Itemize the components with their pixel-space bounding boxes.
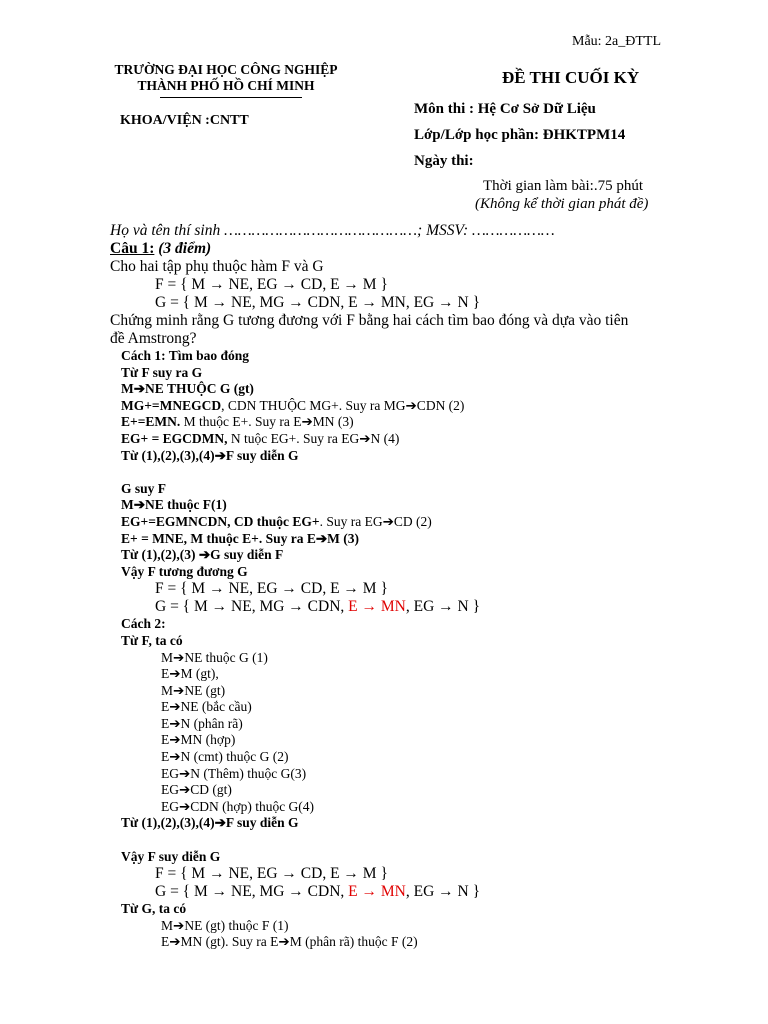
text-line [0,666,768,683]
text-line [0,497,768,514]
text-line [0,782,768,799]
text-line [0,481,768,498]
text-segment: F = { M → NE, EG → CD, E → M } [155,276,388,293]
school-name-line2: THÀNH PHỐ HỒ CHÍ MINH [137,78,315,93]
text-segment: G suy F [121,480,167,496]
text-segment: EG+=EGMNCDN, CD thuộc EG+ [121,513,320,529]
exam-title: ĐỀ THI CUỐI KỲ [502,68,640,87]
text-segment: E → MN [348,598,406,616]
exam-duration-note: (Không kể thời gian phát đề) [475,196,649,212]
school-name-line1: TRƯỜNG ĐẠI HỌC CÔNG NGHIỆP [114,62,338,77]
text-line [0,699,768,716]
text-segment: E➔MN (hợp) [161,732,236,748]
text-segment: N tuộc EG+. Suy ra EG➔N (4) [227,430,400,446]
text-line [0,381,768,398]
exam-date: Ngày thi: [414,153,474,169]
text-segment: E➔N (phân rã) [161,715,243,731]
exam-subject: Môn thi : Hệ Cơ Sở Dữ Liệu [414,101,596,117]
text-line [0,633,768,650]
text-line [0,294,768,312]
text-segment: E➔M (gt), [161,666,219,682]
text-segment: M➔NE (gt) [161,682,226,698]
text-line [0,547,768,564]
text-line [0,222,768,240]
text-line [0,799,768,816]
text-segment: M thuộc E+. Suy ra E➔MN (3) [180,414,354,430]
text-line [0,683,768,700]
text-line [0,766,768,783]
text-segment: M➔NE THUỘC G (gt) [121,381,254,397]
text-segment: EG➔N (Thêm) thuộc G(3) [161,765,307,781]
text-line [0,865,768,883]
text-line [0,749,768,766]
text-segment: E+ = MNE, M thuộc E+. Suy ra E➔M (3) [121,530,360,546]
text-line [0,276,768,294]
text-segment: Vậy F suy diễn G [121,848,221,864]
text-segment: , EG → N } [405,598,481,616]
text-line [0,240,768,258]
exam-class: Lớp/Lớp học phần: ĐHKTPM14 [414,127,626,143]
text-segment: Vậy F tương đương G [121,563,248,579]
text-segment: F = { M → NE, EG → CD, E → M } [155,865,388,883]
text-line [0,716,768,733]
text-line [0,431,768,448]
blank-line [0,464,768,481]
text-segment: Câu 1: [110,240,155,257]
faculty: KHOA/VIỆN :CNTT [120,113,249,128]
text-line [0,365,768,382]
text-segment: Từ (1),(2),(3) ➔G suy diễn F [121,547,284,563]
text-line [0,312,768,330]
text-segment: , CDN THUỘC MG+. Suy ra MG➔CDN (2) [221,397,465,413]
text-line [0,398,768,415]
text-segment: G = { M → NE, MG → CDN, [155,598,349,616]
form-code: Mẫu: 2a_ĐTTL [572,34,662,49]
school-underline [160,97,302,98]
text-segment: Cho hai tập phụ thuộc hàm F và G [110,258,324,275]
exam-body [0,222,768,951]
text-segment: F = { M → NE, EG → CD, E → M } [155,580,388,598]
text-segment: EG➔CDN (hợp) thuộc G(4) [161,798,315,814]
text-line [0,531,768,548]
text-segment: Từ F, ta có [121,632,183,648]
text-segment: E➔MN (gt). Suy ra E➔M (phân rã) thuộc F (2) [161,934,418,950]
text-segment: G = { M → NE, MG → CDN, [155,883,349,901]
text-line [0,598,768,616]
text-segment: G = { M → NE, MG → CDN, E → MN, EG → N } [155,294,481,311]
text-line [0,414,768,431]
text-segment: Từ F suy ra G [121,364,203,380]
blank-line [0,832,768,849]
text-line [0,901,768,918]
school-name [95,62,357,94]
text-segment: Cách 2: [121,616,166,632]
text-segment: E → MN [348,883,406,901]
text-line [0,514,768,531]
text-segment: E+=EMN. [121,414,181,430]
text-segment: Từ G, ta có [121,901,187,917]
text-segment: E➔N (cmt) thuộc G (2) [161,749,289,765]
text-segment: đề Amstrong? [110,330,197,347]
text-line [0,258,768,276]
text-segment: M➔NE (gt) thuộc F (1) [161,917,289,933]
text-segment: , EG → N } [405,883,481,901]
text-line [0,934,768,951]
exam-duration: Thời gian làm bài:.75 phút [483,178,643,194]
text-line [0,815,768,832]
text-segment: EG➔CD (gt) [161,782,232,798]
text-segment: MG+=MNEGCD [121,397,222,413]
text-segment: EG+ = EGCDMN, [121,430,228,446]
text-line [0,564,768,581]
text-segment: Từ (1),(2),(3),(4)➔F suy diễn G [121,447,299,463]
text-segment: Từ (1),(2),(3),(4)➔F suy diễn G [121,815,299,831]
text-line [0,849,768,866]
text-segment: Chứng minh rằng G tương đương với F bằng hai cách tìm bao đóng và dựa vào tiên [110,312,629,329]
text-line [0,580,768,598]
text-line [0,918,768,935]
text-segment: M➔NE thuộc F(1) [121,497,227,513]
text-segment: M➔NE thuộc G (1) [161,649,268,665]
text-segment: E➔NE (bắc cầu) [161,699,252,715]
text-segment: Họ và tên thí sinh ……………………………………; MSSV: ……………… [110,222,555,239]
text-line [0,348,768,365]
text-segment: . Suy ra EG➔CD (2) [319,513,432,529]
text-line [0,650,768,667]
text-line [0,883,768,901]
text-line [0,732,768,749]
text-line [0,616,768,633]
text-line [0,448,768,465]
text-segment: Cách 1: Tìm bao đóng [121,348,250,363]
text-line [0,330,768,348]
text-segment: (3 điểm) [158,240,212,257]
